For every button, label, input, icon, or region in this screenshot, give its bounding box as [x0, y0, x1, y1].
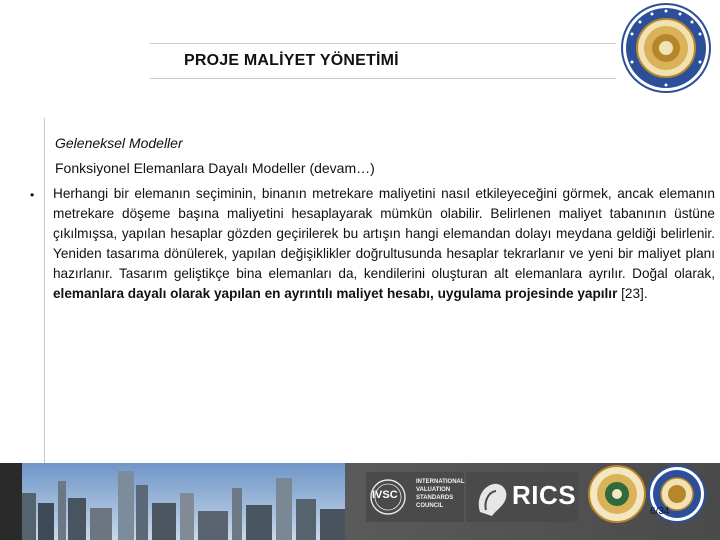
paragraph-bold-text: elemanlara dayalı olarak yapılan en ayrıntılı maliyet hesabı, uygulama projesinde yapılır — [53, 286, 618, 301]
title-divider-bottom — [150, 78, 616, 79]
footer-dark-strip — [0, 463, 22, 540]
ivsc-caption: INTERNATIONAL VALUATION STANDARDS COUNCIL — [416, 479, 465, 509]
section-subtitle-1: Geleneksel Modeller — [55, 135, 183, 151]
rics-label: RICS — [512, 480, 577, 510]
paragraph-normal-text: Herhangi bir elemanın seçiminin, binanın metrekare maliyetini nasıl etkileyeceğini görmek, ancak elemanın metrekare döşeme başına maliyetini hesaplayarak mümkün olabilir. Belirlenen maliyet tabanının üstüne çıkılmışsa, yapılan hesaplar gözden geçirilerek bu artışın hangi elemandan dolayı meydana geldiği belirlenir. Yeniden tasarıma dönülerek, yapılan değişiklikler doğrultusunda hesaplar tekrarlanır ve yeni bir maliyet planı hazırlanır. Tasarım geliştikçe bina elemanları da, kendilerini oluşturan alt elemanlara ayrılır. Doğal olarak, — [53, 186, 715, 281]
paragraph-citation: [23]. — [617, 286, 648, 301]
university-seal-icon — [620, 2, 712, 94]
bullet-point: • — [30, 188, 35, 202]
section-subtitle-2: Fonksiyonel Elemanlara Dayalı Modeller (devam…) — [55, 160, 375, 176]
seal-left-icon — [588, 465, 646, 523]
header-bar — [0, 0, 720, 100]
content-divider-line — [44, 118, 45, 463]
city-skyline-photo — [0, 463, 345, 540]
body-paragraph — [53, 184, 715, 304]
page-title: PROJE MALİYET YÖNETİMİ — [184, 52, 399, 69]
ivsc-label: IVSC — [372, 489, 398, 501]
title-divider-top — [150, 43, 616, 44]
page-number: 6/34 — [650, 506, 670, 517]
